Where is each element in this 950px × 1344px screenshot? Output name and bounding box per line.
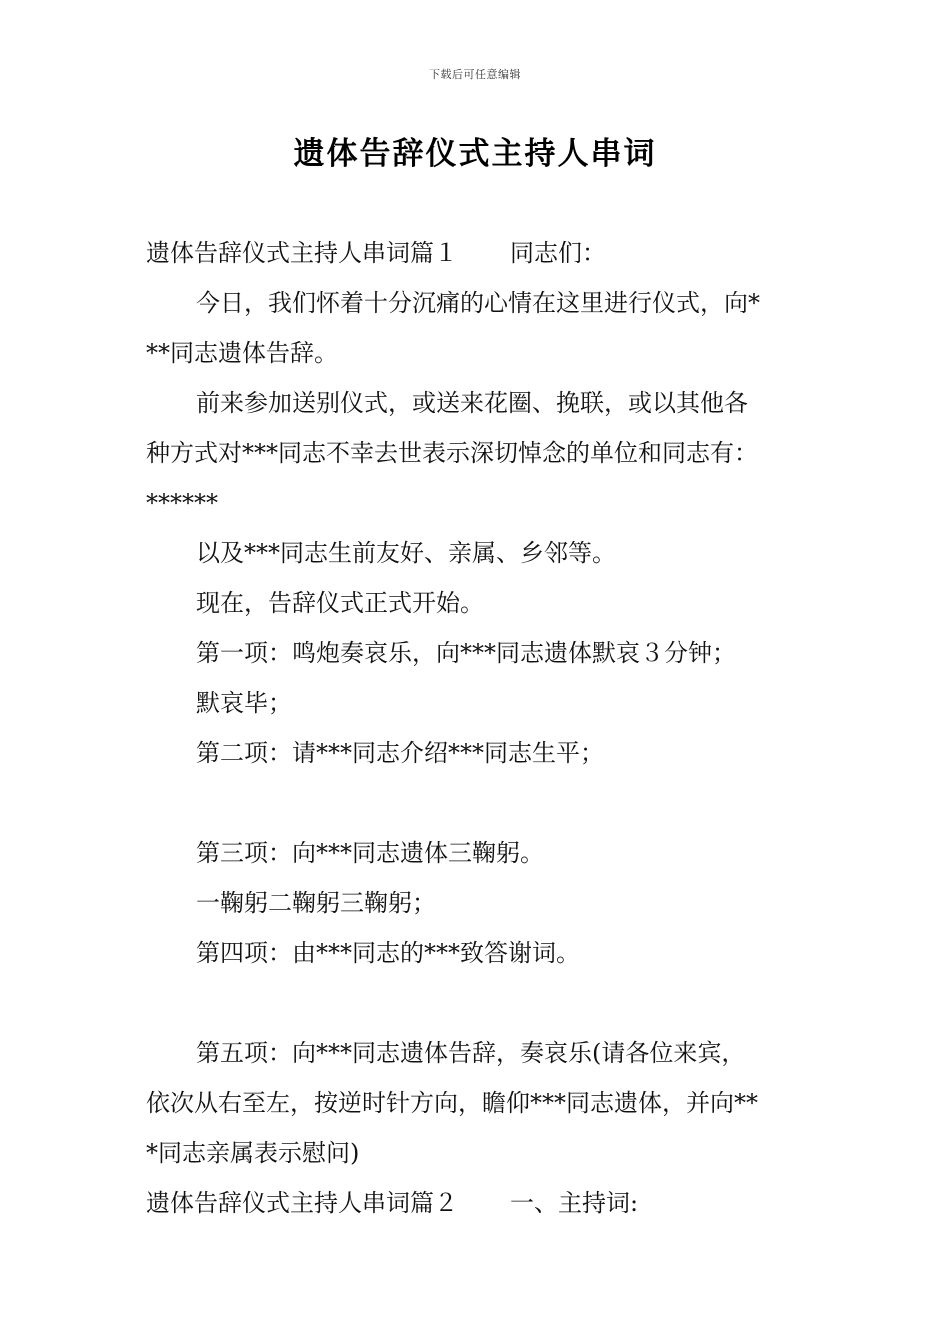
section-first-line: 一、主持词: — [510, 1189, 639, 1217]
section-first-line: 同志们： — [510, 239, 606, 267]
paragraph-line: *同志亲属表示慰问) — [146, 1139, 360, 1167]
paragraph-line: 今日，我们怀着十分沉痛的心情在这里进行仪式，向* — [196, 289, 760, 317]
section-heading-2 — [146, 1178, 810, 1228]
document-body — [146, 228, 810, 1228]
paragraph-line: 以及***同志生前友好、亲属、乡邻等。 — [196, 539, 616, 567]
section-heading-1 — [146, 228, 810, 278]
document-title: 遗体告辞仪式主持人串词 — [293, 136, 657, 172]
paragraph-line: 第一项：鸣炮奏哀乐，向***同志遗体默哀３分钟； — [196, 639, 736, 667]
header-note: 下载后可任意编辑 — [429, 68, 521, 81]
paragraph-line: 默哀毕； — [196, 689, 292, 717]
paragraph-line: 前来参加送别仪式，或送来花圈、挽联，或以其他各 — [196, 389, 748, 417]
paragraph-line: 种方式对***同志不幸去世表示深切悼念的单位和同志有： — [146, 439, 758, 467]
paragraph-line: **同志遗体告辞。 — [146, 339, 338, 367]
blank-line — [146, 978, 810, 1028]
paragraph-line: 一鞠躬二鞠躬三鞠躬； — [196, 889, 436, 917]
paragraph-line: 第五项：向***同志遗体告辞，奏哀乐(请各位来宾， — [196, 1039, 746, 1067]
blank-line — [146, 778, 810, 828]
paragraph-line: 第二项：请***同志介绍***同志生平； — [196, 739, 604, 767]
section-label: 遗体告辞仪式主持人串词篇２ — [146, 1189, 458, 1217]
paragraph-line: ****** — [146, 489, 218, 517]
paragraph-line: 依次从右至左，按逆时针方向，瞻仰***同志遗体，并向** — [146, 1089, 758, 1117]
paragraph-line: 现在，告辞仪式正式开始。 — [196, 589, 484, 617]
paragraph-line: 第三项：向***同志遗体三鞠躬。 — [196, 839, 544, 867]
paragraph-line: 第四项：由***同志的***致答谢词。 — [196, 939, 580, 967]
section-label: 遗体告辞仪式主持人串词篇１ — [146, 239, 458, 267]
